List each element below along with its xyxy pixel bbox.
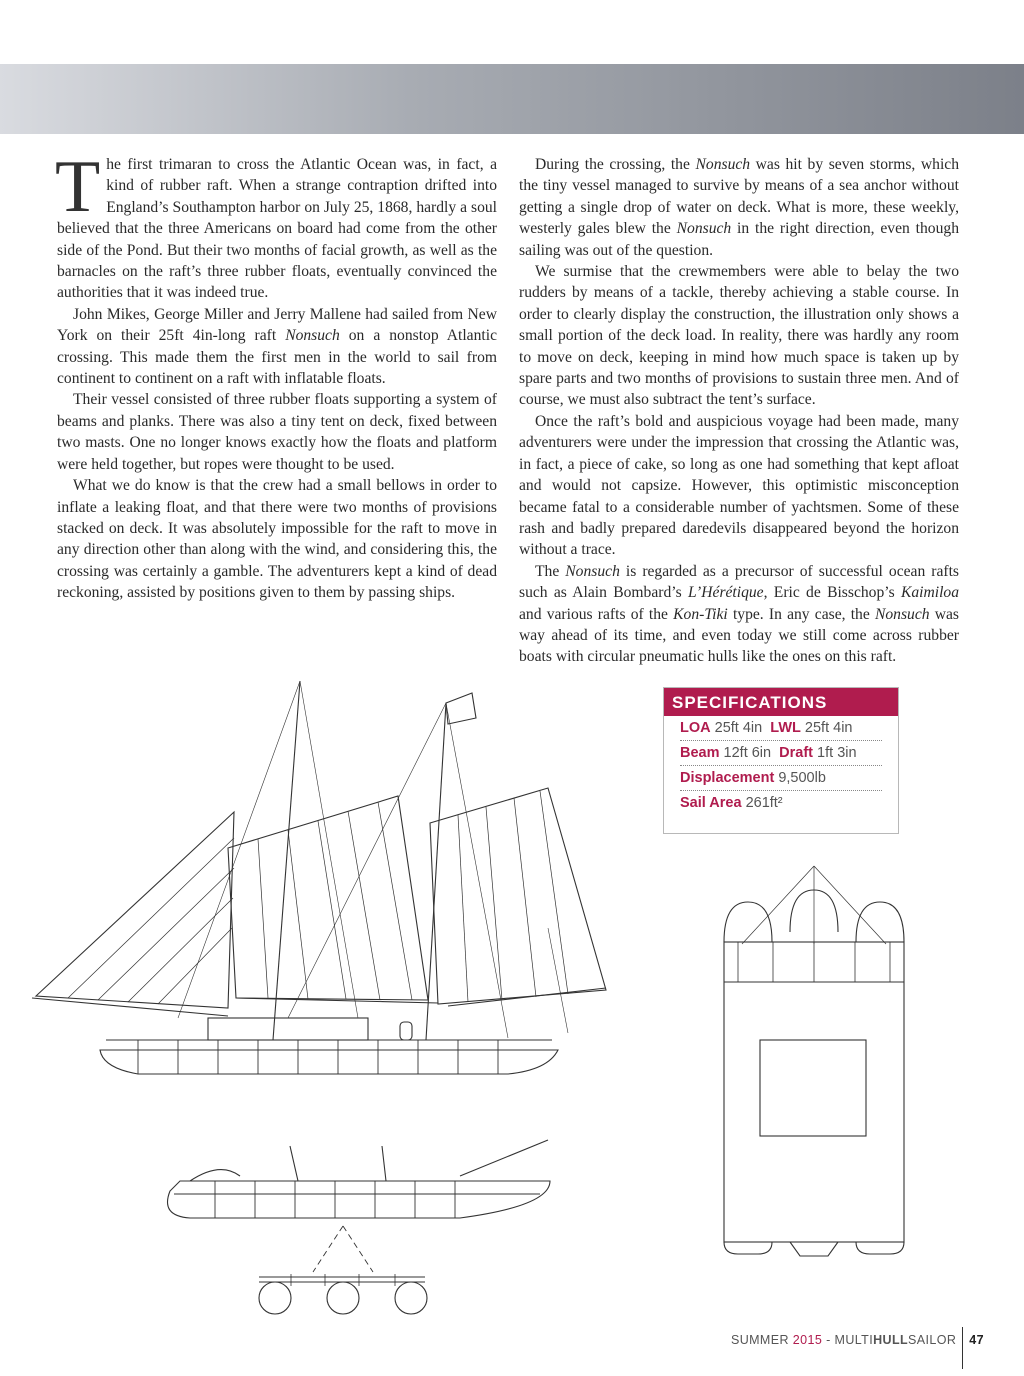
paragraph: What we do know is that the crew had a small bellows in order to inflate a leaking float, and that there were two months of provisions stacked on deck. It was absolutely impossible for the raft to move in any direction other than along with the wind, and considering this, the crossing was certainly a gamble. The adventurers kept a kind of dead reckoning, assisted by positions given to them by passing ships.: [57, 477, 497, 602]
front-view-drawing: [255, 1222, 435, 1322]
paragraph: The Nonsuch is regarded as a precursor of successful ocean rafts such as Alain Bombard’s L’Hérétique, Eric de Bisschop’s Kaimiloa and various rafts of the Kon-Tiki type. In any case, the Nonsuch was way ahead of its time, and even today we still come across rubber boats with circular pneumatic hulls like the ones on this raft.: [519, 562, 960, 666]
specifications-title: SPECIFICATIONS: [664, 688, 898, 716]
page-number: 47: [969, 1333, 984, 1347]
header-band: [0, 64, 1024, 134]
paragraph: During the crossing, the Nonsuch was hit by seven storms, which the tiny vessel managed to survive by means of a sea anchor without getting a single drop of water on deck. What is more, these weekly, westerly gales blew the Nonsuch in the right direction, even though sailing was out of the question.: [519, 156, 959, 259]
paragraph: Their vessel consisted of three rubber floats supporting a system of beams and planks. There was also a tiny tent on deck, fixed between two masts. One no longer knows exactly how the floats and platform were held together, but ropes were thought to be used.: [57, 391, 497, 473]
article-right-column: [519, 154, 959, 668]
paragraph: We surmise that the crewmembers were able to belay the two rudders by means of a tackle, thereby achieving a stable course. In order to clearly display the construction, the illustration only shows a small portion of the deck load. In reality, there was hardly any room to move on deck, keeping in mind how much space is taken up by spare parts and two months of provisions to sustain three men. And of course, we must also subtract the tent’s surface.: [519, 263, 959, 409]
spec-row-sail-area: Sail Area 261ft²: [680, 795, 783, 811]
paragraph: John Mikes, George Miller and Jerry Mallene had sailed from New York on their 25ft 4in-long raft Nonsuch on a nonstop Atlantic crossing. This made them the first men in the world to sail from continent to continent on a raft with inflatable floats.: [57, 305, 497, 388]
page-footer: SUMMER 2015 - MULTIHULLSAILOR 47: [731, 1333, 984, 1349]
side-profile-drawing: [160, 1136, 560, 1226]
specifications-box: [663, 687, 899, 834]
paragraph: The first trimaran to cross the Atlantic Ocean was, in fact, a kind of rubber raft. When a strange contraption drifted into England’s Southampton harbor on July 25, 1868, hardly a soul believed that the three Americans on board had come from the other side of the Pond. But their two months of facial growth, as well as the barnacles on the raft’s three rubber floats, eventually convinced the authorities that it was indeed true.: [55, 146, 497, 302]
plan-view-drawing: [718, 862, 908, 1257]
drop-cap: T: [55, 146, 101, 228]
paragraph: Once the raft’s bold and auspicious voyage had been made, many adventurers were under the impression that crossing the Atlantic was, in fact, a piece of cake, so long as one had something that kept afloat and would not capsize. However, this optimistic misconception became fatal to a considerable number of yachtsmen. Some of these rash and badly prepared daredevils disappeared beyond the horizon without a trace.: [519, 412, 959, 559]
spec-row-displacement: Displacement 9,500lb: [680, 766, 882, 791]
sail-plan-drawing: [28, 678, 628, 1098]
footer-divider: [962, 1327, 963, 1369]
spec-row-beam-draft: Beam 12ft 6in Draft 1ft 3in: [680, 741, 882, 766]
spec-row-length: LOA 25ft 4in LWL 25ft 4in: [680, 716, 882, 741]
article-left-column: [55, 146, 497, 604]
